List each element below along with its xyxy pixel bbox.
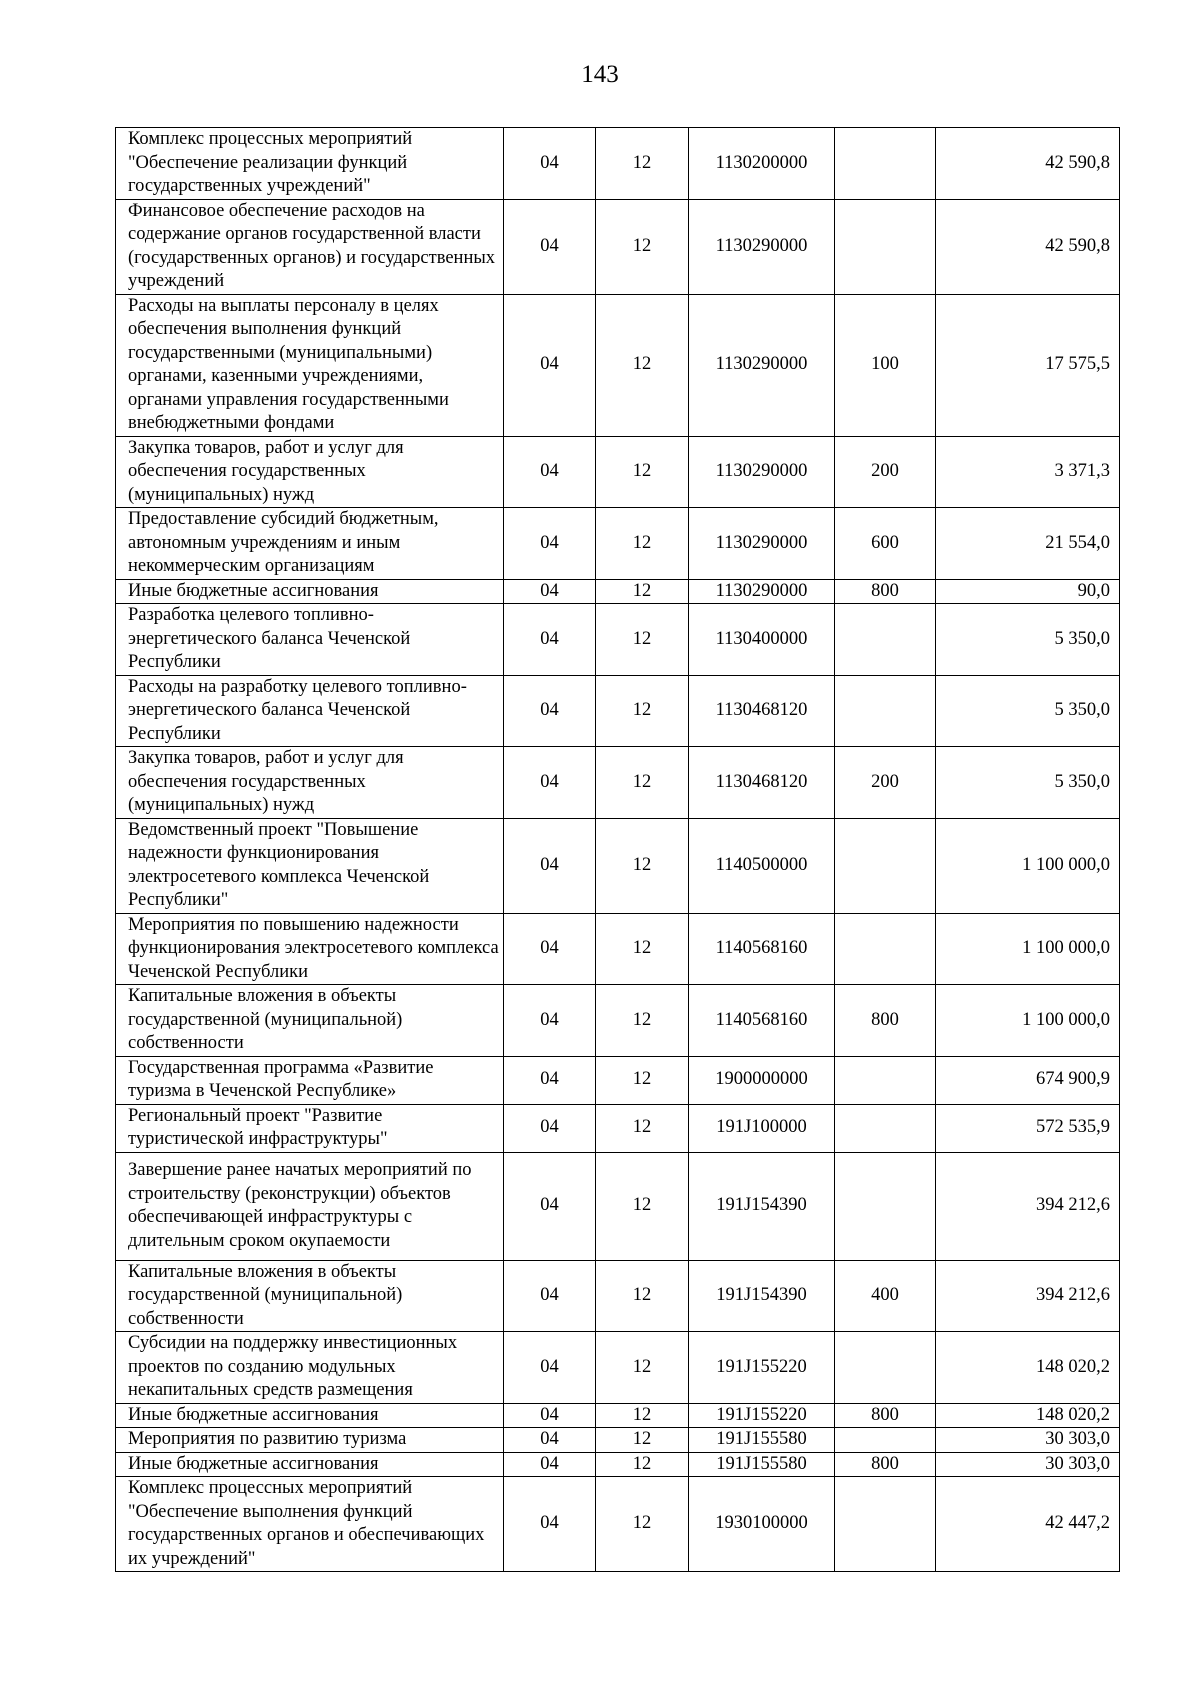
target-article-code: 191J154390: [689, 1260, 835, 1332]
item-name: Ведомственный проект "Повышение надежности функционирования электросетевого комплекса Чеченской Республики": [116, 818, 504, 913]
item-name: Мероприятия по развитию туризма: [116, 1428, 504, 1453]
item-name: Предоставление субсидий бюджетным, автономным учреждениям и иным некоммерческим организациям: [116, 508, 504, 580]
target-article-code: 191J155220: [689, 1332, 835, 1404]
amount: 42 590,8: [936, 128, 1120, 200]
subsection-code: 12: [596, 436, 689, 508]
item-name: Региональный проект "Развитие туристической инфраструктуры": [116, 1104, 504, 1152]
table-row: [116, 818, 1120, 913]
expense-type-code: [835, 1428, 936, 1453]
section-code: 04: [504, 1403, 596, 1428]
target-article-code: 191J155580: [689, 1452, 835, 1477]
expense-type-code: 800: [835, 579, 936, 604]
subsection-code: 12: [596, 1403, 689, 1428]
target-article-code: 1930100000: [689, 1477, 835, 1572]
amount: 5 350,0: [936, 675, 1120, 747]
amount: 1 100 000,0: [936, 913, 1120, 985]
amount: 5 350,0: [936, 604, 1120, 676]
item-name: Иные бюджетные ассигнования: [116, 1403, 504, 1428]
amount: 42 590,8: [936, 199, 1120, 294]
expense-type-code: [835, 128, 936, 200]
target-article-code: 1130290000: [689, 436, 835, 508]
amount: 17 575,5: [936, 294, 1120, 436]
item-name: Иные бюджетные ассигнования: [116, 1452, 504, 1477]
expense-type-code: 600: [835, 508, 936, 580]
subsection-code: 12: [596, 579, 689, 604]
item-name: Иные бюджетные ассигнования: [116, 579, 504, 604]
amount: 90,0: [936, 579, 1120, 604]
table-row: [116, 604, 1120, 676]
table-row: [116, 1428, 1120, 1453]
section-code: 04: [504, 604, 596, 676]
amount: 42 447,2: [936, 1477, 1120, 1572]
target-article-code: 1130290000: [689, 294, 835, 436]
table-row: [116, 1403, 1120, 1428]
item-name: Закупка товаров, работ и услуг для обеспечения государственных (муниципальных) нужд: [116, 436, 504, 508]
expense-type-code: 800: [835, 1403, 936, 1428]
budget-table: [115, 127, 1120, 1572]
item-name: Расходы на разработку целевого топливно-энергетического баланса Чеченской Республики: [116, 675, 504, 747]
target-article-code: 1140500000: [689, 818, 835, 913]
item-name: Комплекс процессных мероприятий "Обеспечение реализации функций государственных учреждений": [116, 128, 504, 200]
item-name: Государственная программа «Развитие туризма в Чеченской Республике»: [116, 1056, 504, 1104]
target-article-code: 1900000000: [689, 1056, 835, 1104]
subsection-code: 12: [596, 1428, 689, 1453]
table-row: [116, 1260, 1120, 1332]
subsection-code: 12: [596, 1056, 689, 1104]
subsection-code: 12: [596, 1477, 689, 1572]
section-code: 04: [504, 579, 596, 604]
subsection-code: 12: [596, 508, 689, 580]
target-article-code: 191J100000: [689, 1104, 835, 1152]
item-name: Разработка целевого топливно-энергетического баланса Чеченской Республики: [116, 604, 504, 676]
amount: 572 535,9: [936, 1104, 1120, 1152]
subsection-code: 12: [596, 604, 689, 676]
subsection-code: 12: [596, 747, 689, 819]
item-name: Завершение ранее начатых мероприятий по строительству (реконструкции) объектов обеспечивающей инфраструктуры с длительным сроком окупаемости: [116, 1152, 504, 1260]
section-code: 04: [504, 1056, 596, 1104]
section-code: 04: [504, 508, 596, 580]
section-code: 04: [504, 1452, 596, 1477]
amount: 148 020,2: [936, 1332, 1120, 1404]
budget-table-body: [116, 128, 1120, 1572]
target-article-code: 1130468120: [689, 747, 835, 819]
subsection-code: 12: [596, 1452, 689, 1477]
subsection-code: 12: [596, 985, 689, 1057]
expense-type-code: [835, 199, 936, 294]
table-row: [116, 1056, 1120, 1104]
section-code: 04: [504, 985, 596, 1057]
expense-type-code: [835, 1477, 936, 1572]
table-row: [116, 747, 1120, 819]
section-code: 04: [504, 1332, 596, 1404]
subsection-code: 12: [596, 199, 689, 294]
amount: 1 100 000,0: [936, 818, 1120, 913]
target-article-code: 1140568160: [689, 913, 835, 985]
section-code: 04: [504, 1152, 596, 1260]
target-article-code: 1130290000: [689, 199, 835, 294]
table-row: [116, 128, 1120, 200]
target-article-code: 191J154390: [689, 1152, 835, 1260]
table-row: [116, 913, 1120, 985]
table-row: [116, 579, 1120, 604]
item-name: Мероприятия по повышению надежности функционирования электросетевого комплекса Чеченской Республики: [116, 913, 504, 985]
amount: 30 303,0: [936, 1428, 1120, 1453]
table-row: [116, 1152, 1120, 1260]
section-code: 04: [504, 1260, 596, 1332]
section-code: 04: [504, 436, 596, 508]
target-article-code: 1130290000: [689, 508, 835, 580]
subsection-code: 12: [596, 1152, 689, 1260]
amount: 674 900,9: [936, 1056, 1120, 1104]
subsection-code: 12: [596, 294, 689, 436]
subsection-code: 12: [596, 1260, 689, 1332]
target-article-code: 191J155580: [689, 1428, 835, 1453]
amount: 5 350,0: [936, 747, 1120, 819]
table-row: [116, 675, 1120, 747]
section-code: 04: [504, 1104, 596, 1152]
section-code: 04: [504, 199, 596, 294]
table-row: [116, 436, 1120, 508]
page-number: 143: [581, 61, 619, 88]
amount: 394 212,6: [936, 1260, 1120, 1332]
target-article-code: 191J155220: [689, 1403, 835, 1428]
section-code: 04: [504, 675, 596, 747]
amount: 1 100 000,0: [936, 985, 1120, 1057]
item-name: Капитальные вложения в объекты государственной (муниципальной) собственности: [116, 1260, 504, 1332]
target-article-code: 1130400000: [689, 604, 835, 676]
amount: 21 554,0: [936, 508, 1120, 580]
section-code: 04: [504, 1477, 596, 1572]
item-name: Закупка товаров, работ и услуг для обеспечения государственных (муниципальных) нужд: [116, 747, 504, 819]
expense-type-code: 100: [835, 294, 936, 436]
amount: 394 212,6: [936, 1152, 1120, 1260]
expense-type-code: 200: [835, 436, 936, 508]
target-article-code: 1130468120: [689, 675, 835, 747]
subsection-code: 12: [596, 913, 689, 985]
section-code: 04: [504, 128, 596, 200]
item-name: Комплекс процессных мероприятий "Обеспечение выполнения функций государственных органов и обеспечивающих их учреждений": [116, 1477, 504, 1572]
expense-type-code: [835, 675, 936, 747]
expense-type-code: [835, 604, 936, 676]
table-row: [116, 1477, 1120, 1572]
item-name: Капитальные вложения в объекты государственной (муниципальной) собственности: [116, 985, 504, 1057]
section-code: 04: [504, 747, 596, 819]
item-name: Финансовое обеспечение расходов на содержание органов государственной власти (государственных органов) и государственных учреждений: [116, 199, 504, 294]
item-name: Субсидии на поддержку инвестиционных проектов по созданию модульных некапитальных средств размещения: [116, 1332, 504, 1404]
section-code: 04: [504, 1428, 596, 1453]
table-row: [116, 1332, 1120, 1404]
section-code: 04: [504, 913, 596, 985]
expense-type-code: [835, 818, 936, 913]
section-code: 04: [504, 818, 596, 913]
expense-type-code: 800: [835, 1452, 936, 1477]
table-row: [116, 1452, 1120, 1477]
expense-type-code: [835, 1104, 936, 1152]
amount: 3 371,3: [936, 436, 1120, 508]
amount: 148 020,2: [936, 1403, 1120, 1428]
expense-type-code: [835, 1332, 936, 1404]
expense-type-code: 800: [835, 985, 936, 1057]
item-name: Расходы на выплаты персоналу в целях обеспечения выполнения функций государственными (муниципальными) органами, казенными учреждениями, органами управления государственными внебюджетными фондами: [116, 294, 504, 436]
table-row: [116, 199, 1120, 294]
subsection-code: 12: [596, 128, 689, 200]
target-article-code: 1130290000: [689, 579, 835, 604]
section-code: 04: [504, 294, 596, 436]
table-row: [116, 294, 1120, 436]
expense-type-code: 400: [835, 1260, 936, 1332]
expense-type-code: [835, 1152, 936, 1260]
amount: 30 303,0: [936, 1452, 1120, 1477]
subsection-code: 12: [596, 675, 689, 747]
table-row: [116, 1104, 1120, 1152]
expense-type-code: 200: [835, 747, 936, 819]
expense-type-code: [835, 1056, 936, 1104]
subsection-code: 12: [596, 818, 689, 913]
table-row: [116, 508, 1120, 580]
expense-type-code: [835, 913, 936, 985]
subsection-code: 12: [596, 1104, 689, 1152]
table-row: [116, 985, 1120, 1057]
target-article-code: 1140568160: [689, 985, 835, 1057]
target-article-code: 1130200000: [689, 128, 835, 200]
subsection-code: 12: [596, 1332, 689, 1404]
